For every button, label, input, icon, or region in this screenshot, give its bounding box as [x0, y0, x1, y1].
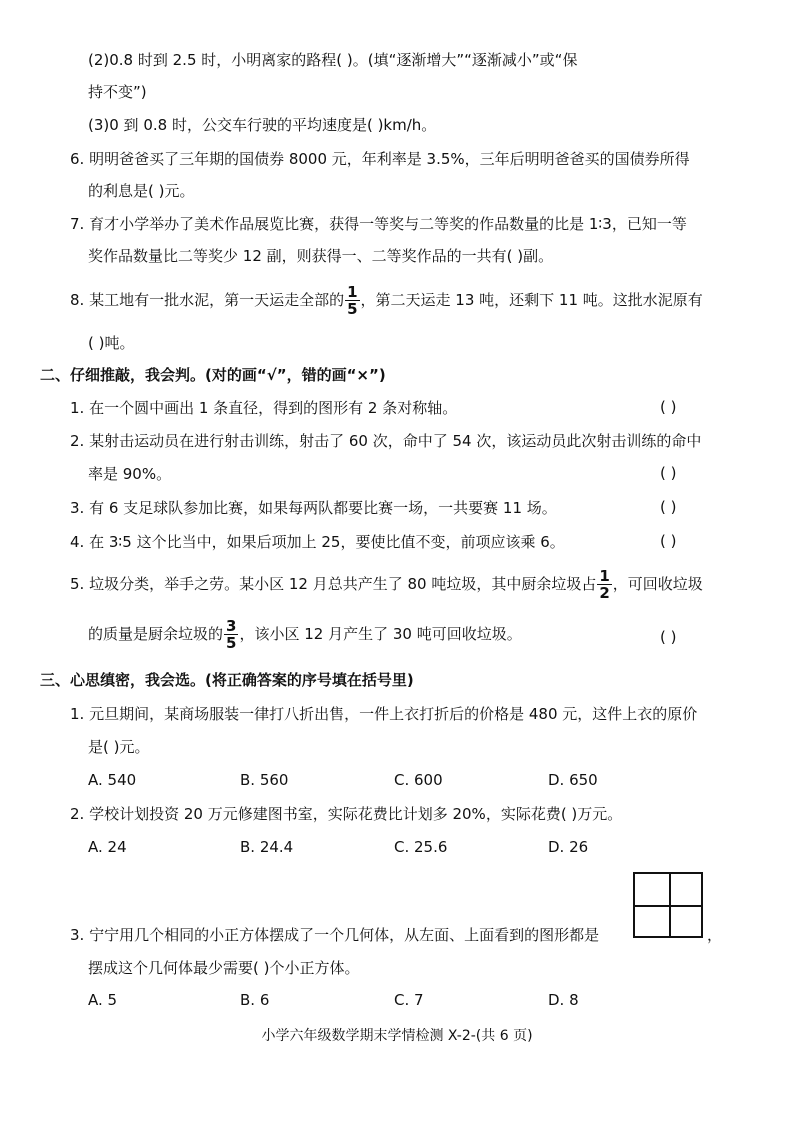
page-footer: 小学六年级数学期末学情检测 X-2-(共 6 页)	[261, 1028, 533, 1044]
judge-paren-5[interactable]: ( )	[660, 628, 677, 646]
choice-q1-option-d[interactable]: D. 650	[548, 771, 598, 789]
judge-item-2-line1: 2. 某射击运动员在进行射击训练，射击了 60 次，命中了 54 次，该运动员此次射击训练的命中	[70, 432, 702, 450]
judge5-frac2-den: 5	[226, 634, 237, 652]
choice-q2-option-a[interactable]: A. 24	[88, 838, 127, 856]
judge5-fraction-1	[597, 568, 611, 601]
choice-q1-option-c[interactable]: C. 600	[394, 771, 443, 789]
judge5-text-c: 的质量是厨余垃圾的	[88, 625, 224, 643]
choice-q1-option-b[interactable]: B. 560	[240, 771, 289, 789]
choice-q1-option-a[interactable]: A. 540	[88, 771, 137, 789]
judge-paren-2[interactable]: ( )	[660, 464, 677, 482]
judge-paren-4[interactable]: ( )	[660, 532, 677, 550]
judge5-text-d: ，该小区 12 月产生了 30 吨可回收垃圾。	[239, 625, 522, 643]
q5-2-line2: 持不变”)	[88, 83, 147, 101]
q8-text-b: ，第二天运走 13 吨，还剩下 11 吨。这批水泥原有	[360, 291, 703, 309]
q8-fraction	[345, 284, 359, 317]
q5-2-line1: (2)0.8 时到 2.5 时，小明离家的路程( )。(填“逐渐增大”“逐渐减小”或“保	[88, 51, 578, 69]
choice-q3-option-c[interactable]: C. 7	[394, 991, 424, 1009]
q7-line1: 7. 育才小学举办了美术作品展览比赛，获得一等奖与二等奖的作品数量的比是 1∶3，已知一等	[70, 215, 687, 233]
grid-horizontal-line	[635, 905, 701, 907]
judge-item-3: 3. 有 6 支足球队参加比赛，如果每两队都要比赛一场，一共要赛 11 场。	[70, 499, 557, 517]
judge5-frac2-num: 3	[226, 617, 237, 635]
judge5-fraction-2	[224, 618, 238, 651]
choice-q3-option-d[interactable]: D. 8	[548, 991, 579, 1009]
judge-item-1: 1. 在一个圆中画出 1 条直径，得到的图形有 2 条对称轴。	[70, 399, 458, 417]
q8-text-a: 8. 某工地有一批水泥，第一天运走全部的	[70, 291, 345, 309]
choice-q1-line2: 是( )元。	[88, 738, 150, 756]
q8-frac-num: 1	[347, 283, 358, 301]
section3-title: 三、心思缜密，我会选。(将正确答案的序号填在括号里)	[40, 671, 414, 689]
q5-3-line: (3)0 到 0.8 时，公交车行驶的平均速度是( )km/h。	[88, 116, 437, 134]
judge-paren-1[interactable]: ( )	[660, 398, 677, 416]
choice-q3-line1: 3. 宁宁用几个相同的小正方体摆成了一个几何体，从左面、上面看到的图形都是	[70, 926, 600, 944]
judge-item-5-line2	[88, 618, 522, 651]
q6-line2: 的利息是( )元。	[88, 182, 195, 200]
choice-q3-option-a[interactable]: A. 5	[88, 991, 118, 1009]
judge5-frac1-num: 1	[599, 567, 610, 585]
choice-q2-option-c[interactable]: C. 25.6	[394, 838, 448, 856]
choice-q3-option-b[interactable]: B. 6	[240, 991, 270, 1009]
judge-item-4: 4. 在 3∶5 这个比当中，如果后项加上 25，要使比值不变，前项应该乘 6。	[70, 533, 565, 551]
judge5-text-b: ，可回收垃圾	[612, 575, 703, 593]
q8-frac-den: 5	[347, 300, 358, 318]
section2-title: 二、仔细推敲，我会判。(对的画“√”，错的画“×”)	[40, 366, 386, 384]
q7-line2: 奖作品数量比二等奖少 12 副，则获得一、二等奖作品的一共有( )副。	[88, 247, 554, 265]
judge-item-2-line2: 率是 90%。	[88, 465, 172, 483]
choice-q2-line1: 2. 学校计划投资 20 万元修建图书室，实际花费比计划多 20%，实际花费( )万元。	[70, 805, 623, 823]
q8-line2: ( )吨。	[88, 334, 135, 352]
choice-q2-option-d[interactable]: D. 26	[548, 838, 589, 856]
judge-item-5-line1	[70, 568, 703, 601]
judge-paren-3[interactable]: ( )	[660, 498, 677, 516]
choice-q2-option-b[interactable]: B. 24.4	[240, 838, 294, 856]
choice-q3-line2: 摆成这个几何体最少需要( )个小正方体。	[88, 959, 360, 977]
judge5-frac1-den: 2	[599, 584, 610, 602]
choice-q3-comma: ，	[707, 926, 723, 944]
square-grid-figure	[633, 872, 703, 938]
choice-q1-line1: 1. 元旦期间，某商场服装一律打八折出售，一件上衣打折后的价格是 480 元，这件上衣的原价	[70, 705, 698, 723]
q6-line1: 6. 明明爸爸买了三年期的国债券 8000 元，年利率是 3.5%，三年后明明爸爸买的国债券所得	[70, 150, 690, 168]
judge5-text-a: 5. 垃圾分类，举手之劳。某小区 12 月总共产生了 80 吨垃圾，其中厨余垃圾占	[70, 575, 597, 593]
q8-line1	[70, 284, 703, 317]
